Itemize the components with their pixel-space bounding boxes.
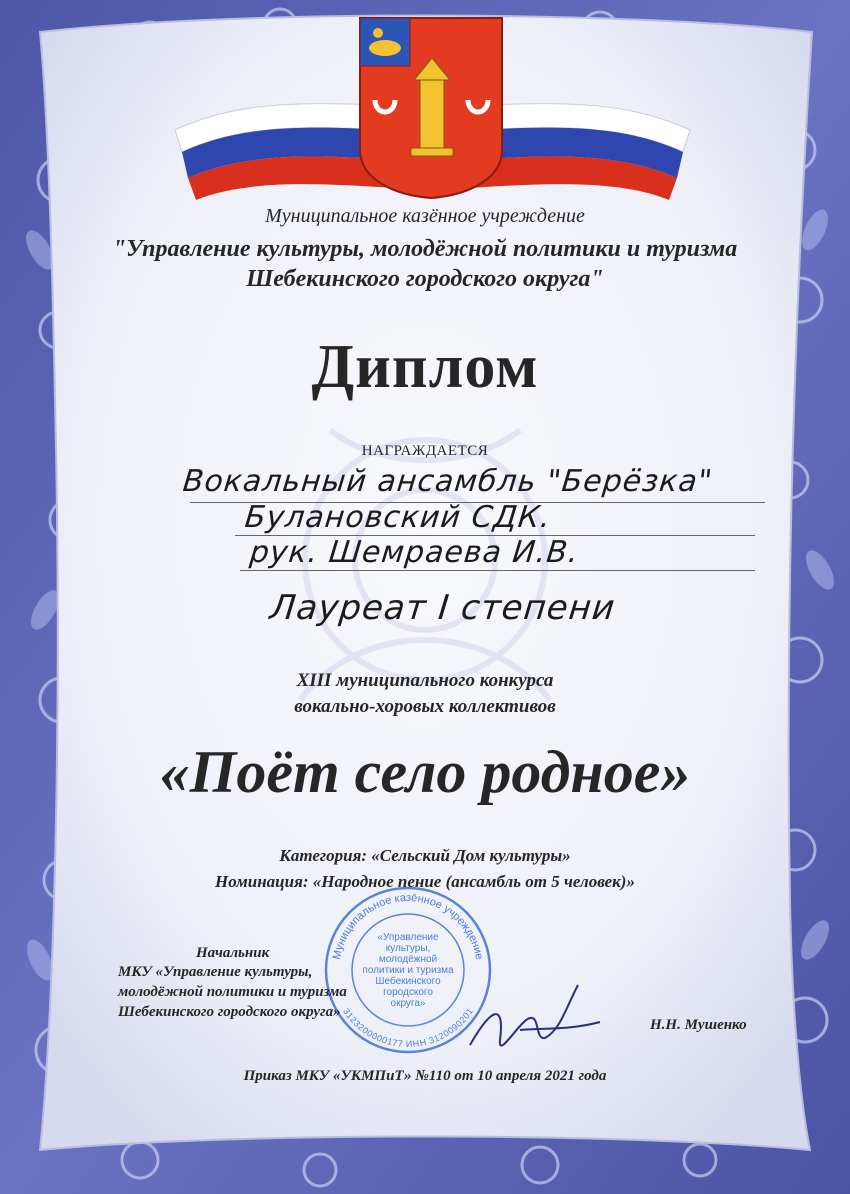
recipient-line-3: рук. Шемраева И.В.: [248, 535, 581, 570]
signatory-org-3: Шебекинского городского округа»: [118, 1004, 341, 1020]
stamp-ring-text: Муниципальное казённое учреждение: [330, 891, 486, 961]
svg-text:3123200000177 ИНН 3120090201: [341, 1006, 475, 1049]
header-line-1: Муниципальное казённое учреждение: [265, 205, 585, 227]
stamp-center-line: культуры,: [385, 943, 431, 954]
contest-line-2: вокально-хоровых коллективов: [294, 696, 556, 717]
stamp-center-line: округа»: [390, 998, 426, 1009]
stamp-center-line: «Управление: [377, 932, 439, 943]
signatory-title: Начальник: [196, 945, 270, 961]
header-line-2: "Управление культуры, молодёжной политики и туризма: [112, 236, 738, 262]
contest-line-1: XIII муниципального конкурса: [296, 670, 554, 691]
signature-mark: [470, 985, 600, 1046]
page-title: Диплом: [311, 333, 539, 401]
award-level: Лауреат I степени: [267, 588, 618, 628]
order-reference: Приказ МКУ «УКМПиТ» №110 от 10 апреля 2021 года: [243, 1068, 607, 1084]
stamp-center-line: политики и туризма: [362, 965, 454, 976]
coat-of-arms-emblem: [360, 18, 502, 198]
stamp-ring-bottom: 3123200000177 ИНН 3120090201: [341, 1006, 475, 1050]
stamp-center-line: Шебекинского: [375, 976, 441, 987]
recipient-line-1: Вокальный ансамбль "Берёзка": [181, 464, 715, 499]
signatory-org-2: молодёжной политики и туризма: [118, 984, 347, 1000]
official-stamp: [326, 888, 490, 1052]
stamp-center-line: молодёжной: [378, 954, 438, 965]
awarded-label: НАГРАЖДАЕТСЯ: [361, 443, 489, 459]
contest-name: «Поёт село родное»: [159, 739, 691, 805]
signatory-name: Н.Н. Мушенко: [650, 1017, 747, 1033]
header-line-3: Шебекинского городского округа": [246, 266, 604, 292]
signatory-org-1: МКУ «Управление культуры,: [118, 964, 313, 980]
category-line: Категория: «Сельский Дом культуры»: [279, 846, 571, 865]
nomination-line: Номинация: «Народное пение (ансамбль от 5 человек)»: [215, 872, 635, 891]
stamp-center-line: городского: [383, 987, 433, 998]
recipient-line-2: Булановский СДК.: [243, 500, 553, 535]
